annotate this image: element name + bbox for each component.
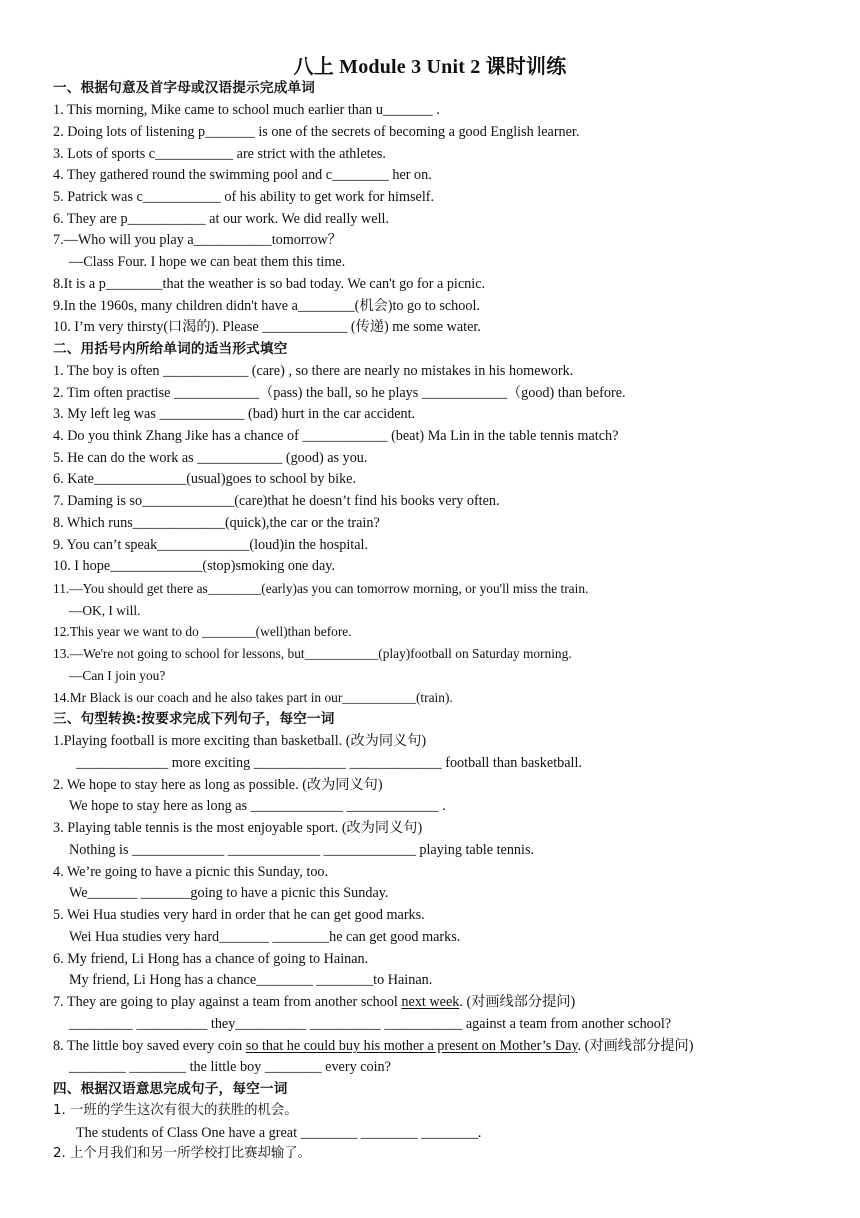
question-line: 6. They are p___________ at our work. We did really well. (53, 211, 389, 227)
question-line: 1. This morning, Mike came to school much earlier than u_______ . (53, 102, 440, 118)
answer-line: We_______ _______going to have a picnic this Sunday. (69, 885, 389, 901)
answer-line: My friend, Li Hong has a chance________ ________to Hainan. (69, 972, 433, 988)
question-line: 4. Do you think Zhang Jike has a chance of ____________ (beat) Ma Lin in the table tennis match? (53, 428, 619, 444)
section-heading-4: 四、根据汉语意思完成句子，每空一词 (53, 1081, 288, 1097)
question-line: 1. The boy is often ____________ (care) , so there are nearly no mistakes in his homework. (53, 363, 574, 379)
answer-line: ________ ________ the little boy ________ every coin? (69, 1059, 391, 1075)
question-line: 3. Lots of sports c___________ are strict with the athletes. (53, 146, 386, 162)
question-line: 4. They gathered round the swimming pool and c________ her on. (53, 167, 432, 183)
answer-line: —Can I join you? (69, 668, 166, 683)
answer-line: Nothing is _____________ _____________ _____________ playing table tennis. (69, 842, 535, 858)
question-line: 8.It is a p________that the weather is so bad today. We can't go for a picnic. (53, 276, 486, 292)
question-text: 8. The little boy saved every coin (53, 1038, 246, 1054)
underlined-phrase: so that he could buy his mother a present on Mother’s Day (245, 1038, 578, 1054)
question-line: 14.Mr Black is our coach and he also takes part in our___________(train). (53, 690, 453, 705)
question-line: 11.—You should get there as________(early)as you can tomorrow morning, or you'll miss the train. (53, 581, 589, 596)
question-line: 1.Playing football is more exciting than basketball. (改为同义句) (53, 733, 427, 749)
question-line: 2. 上个月我们和另一所学校打比赛却输了。 (53, 1146, 312, 1161)
answer-line: —Class Four. I hope we can beat them this time. (69, 254, 346, 270)
question-line: 5. Patrick was c___________ of his ability to get work for himself. (53, 189, 435, 205)
question-line: 7.—Who will you play a___________tomorrow？ (53, 232, 342, 248)
question-line: 5. Wei Hua studies very hard in order that he can get good marks. (53, 907, 425, 923)
instruction-text: . (对画线部分提问) (577, 1038, 694, 1054)
section-heading-3: 三、句型转换:按要求完成下列句子，每空一词 (53, 711, 335, 727)
section-heading-2: 二、用括号内所给单词的适当形式填空 (53, 341, 288, 357)
section-heading-1: 一、根据句意及首字母或汉语提示完成单词 (53, 80, 316, 96)
question-line (53, 1037, 693, 1055)
question-line: 3. My left leg was ____________ (bad) hurt in the car accident. (53, 406, 416, 422)
question-line: 9. You can’t speak_____________(loud)in the hospital. (53, 537, 368, 553)
question-line: 4. We’re going to have a picnic this Sunday, too. (53, 864, 329, 880)
question-line: 3. Playing table tennis is the most enjoyable sport. (改为同义句) (53, 820, 423, 836)
question-text: 7. They are going to play against a team from another school (53, 994, 402, 1010)
underlined-phrase: next week (401, 994, 460, 1010)
question-line: 5. He can do the work as ____________ (good) as you. (53, 450, 368, 466)
page-title: 八上 Module 3 Unit 2 课时训练 (293, 56, 567, 78)
answer-line: The students of Class One have a great ________ ________ ________. (76, 1125, 482, 1141)
answer-line: _________ __________ they__________ __________ ___________ against a team from another school? (69, 1016, 672, 1032)
question-line (53, 993, 575, 1011)
question-line: 12.This year we want to do ________(well)than before. (53, 624, 352, 639)
question-line: 8. Which runs_____________(quick),the car or the train? (53, 515, 380, 531)
answer-line: Wei Hua studies very hard_______ ________he can get good marks. (69, 929, 461, 945)
question-line: 2. We hope to stay here as long as possible. (改为同义句) (53, 777, 383, 793)
question-line: 2. Tim often practise ____________（pass) the ball, so he plays ____________（good) than before. (53, 385, 626, 401)
answer-line: _____________ more exciting _____________ _____________ football than basketball. (76, 755, 582, 771)
question-line: 10. I’m very thirsty(口渴的). Please ____________ (传递) me some water. (53, 319, 481, 335)
question-line: 9.In the 1960s, many children didn't have a________(机会)to go to school. (53, 298, 480, 314)
question-line: 2. Doing lots of listening p_______ is one of the secrets of becoming a good English learner. (53, 124, 580, 140)
instruction-text: . (对画线部分提问) (459, 994, 576, 1010)
question-line: 6. Kate_____________(usual)goes to school by bike. (53, 471, 357, 487)
answer-line: —OK, I will. (69, 603, 141, 618)
answer-line: We hope to stay here as long as _____________ _____________ . (69, 798, 446, 814)
question-line: 1. 一班的学生这次有很大的获胜的机会。 (53, 1103, 298, 1118)
question-line: 13.—We're not going to school for lessons, but___________(play)football on Saturday morning. (53, 646, 572, 661)
question-line: 6. My friend, Li Hong has a chance of going to Hainan. (53, 951, 369, 967)
question-line: 10. I hope_____________(stop)smoking one day. (53, 558, 336, 574)
question-line: 7. Daming is so_____________(care)that he doesn’t find his books very often. (53, 493, 500, 509)
